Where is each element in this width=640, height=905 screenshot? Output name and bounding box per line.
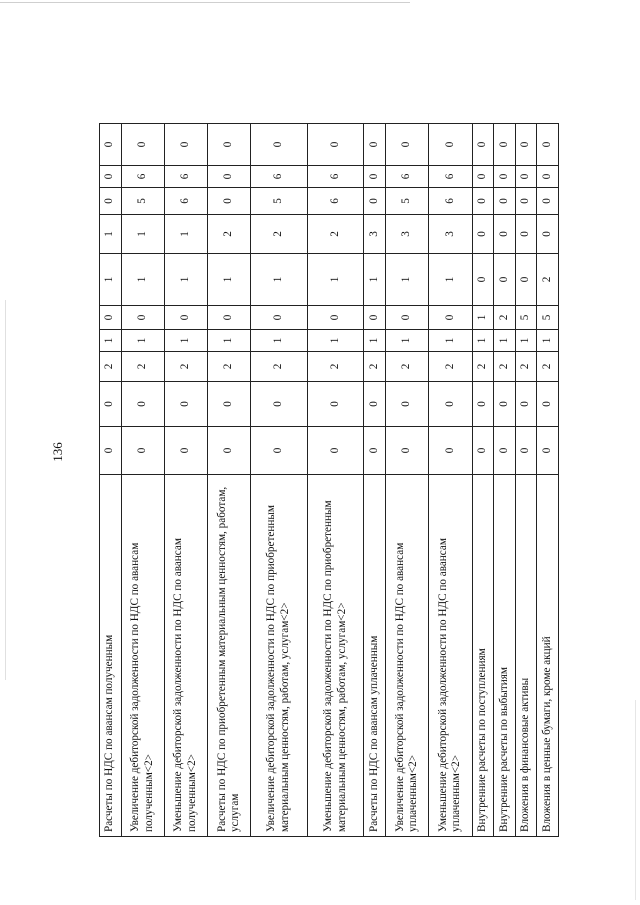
code-digit-cell: 6 (429, 188, 472, 215)
code-digit-cell: 1 (429, 254, 472, 306)
row-label: Расчеты по НДС по приобретенным материальным ценностям, работам, услугам (208, 475, 251, 837)
code-digit-cell: 6 (164, 166, 207, 188)
code-digit-cell: 0 (429, 124, 472, 166)
code-digit-cell: 0 (386, 124, 429, 166)
code-digit-cell: 1 (164, 254, 207, 306)
code-digit-cell: 0 (386, 306, 429, 330)
code-digit-cell: 5 (515, 306, 537, 330)
scan-edge-right (635, 700, 636, 900)
table-row (494, 124, 516, 837)
code-digit-cell: 0 (364, 124, 386, 166)
code-digit-cell: 0 (164, 382, 207, 427)
code-digit-cell: 2 (537, 254, 559, 306)
code-digit-cell: 2 (472, 352, 494, 382)
code-digit-cell: 0 (494, 427, 516, 475)
code-digit-cell: 2 (429, 352, 472, 382)
table-row (251, 124, 308, 837)
code-digit-cell: 0 (472, 215, 494, 254)
code-digit-cell: 2 (494, 352, 516, 382)
code-digit-cell: 6 (429, 166, 472, 188)
code-digit-cell: 5 (251, 188, 308, 215)
row-label: Увеличение дебиторской задолженности по НДС по авансам уплаченным<2> (386, 475, 429, 837)
code-digit-cell: 2 (208, 215, 251, 254)
row-label: Расчеты по НДС по авансам уплаченным (364, 475, 386, 837)
code-digit-cell: 0 (429, 382, 472, 427)
code-digit-cell: 0 (515, 215, 537, 254)
code-digit-cell: 0 (537, 382, 559, 427)
code-digit-cell: 0 (515, 382, 537, 427)
account-codes-table (99, 123, 559, 837)
code-digit-cell: 0 (537, 124, 559, 166)
table-row (364, 124, 386, 837)
code-digit-cell: 0 (100, 427, 122, 475)
code-digit-cell: 1 (121, 215, 164, 254)
code-digit-cell: 0 (537, 427, 559, 475)
code-digit-cell: 5 (121, 188, 164, 215)
code-digit-cell: 0 (515, 166, 537, 188)
code-digit-cell: 0 (208, 382, 251, 427)
scan-edge-left (5, 300, 6, 680)
row-label: Внутренние расчеты по выбытиям (494, 475, 516, 837)
code-digit-cell: 1 (472, 330, 494, 352)
table-row (121, 124, 164, 837)
code-digit-cell: 0 (537, 166, 559, 188)
code-digit-cell: 5 (386, 188, 429, 215)
row-label: Увеличение дебиторской задолженности по НДС по авансам полученным<2> (121, 475, 164, 837)
code-digit-cell: 0 (472, 188, 494, 215)
code-digit-cell: 2 (307, 352, 364, 382)
code-digit-cell: 1 (208, 330, 251, 352)
code-digit-cell: 0 (472, 254, 494, 306)
code-digit-cell: 1 (386, 254, 429, 306)
code-digit-cell: 6 (164, 188, 207, 215)
code-digit-cell: 0 (307, 124, 364, 166)
code-digit-cell: 0 (494, 382, 516, 427)
row-label: Уменьшение дебиторской задолженности по НДС по авансам полученным<2> (164, 475, 207, 837)
code-digit-cell: 6 (307, 166, 364, 188)
code-digit-cell: 0 (364, 166, 386, 188)
row-label: Уменьшение дебиторской задолженности по НДС по приобретенным материальным ценностям, работам, услугам<2> (307, 475, 364, 837)
code-digit-cell: 1 (429, 330, 472, 352)
code-digit-cell: 0 (208, 188, 251, 215)
table-row (208, 124, 251, 837)
code-digit-cell: 0 (121, 382, 164, 427)
code-digit-cell: 0 (307, 427, 364, 475)
code-digit-cell: 0 (494, 188, 516, 215)
code-digit-cell: 0 (472, 166, 494, 188)
code-digit-cell: 0 (364, 306, 386, 330)
code-digit-cell: 0 (307, 306, 364, 330)
table-row (307, 124, 364, 837)
code-digit-cell: 0 (121, 427, 164, 475)
code-digit-cell: 2 (251, 215, 308, 254)
code-digit-cell: 0 (100, 124, 122, 166)
code-digit-cell: 0 (494, 166, 516, 188)
code-digit-cell: 0 (364, 382, 386, 427)
table-body (100, 124, 559, 837)
code-digit-cell: 0 (429, 306, 472, 330)
code-digit-cell: 0 (208, 306, 251, 330)
code-digit-cell: 0 (251, 306, 308, 330)
row-label: Вложения в финансовые активы (515, 475, 537, 837)
row-label: Внутренние расчеты по поступлениям (472, 475, 494, 837)
code-digit-cell: 0 (208, 427, 251, 475)
code-digit-cell: 0 (121, 306, 164, 330)
code-digit-cell: 1 (164, 330, 207, 352)
code-digit-cell: 0 (494, 215, 516, 254)
code-digit-cell: 1 (100, 330, 122, 352)
code-digit-cell: 2 (164, 352, 207, 382)
code-digit-cell: 0 (537, 188, 559, 215)
code-digit-cell: 0 (494, 254, 516, 306)
code-digit-cell: 0 (100, 188, 122, 215)
code-digit-cell: 1 (364, 254, 386, 306)
scan-edge-top (0, 2, 410, 3)
table-row (164, 124, 207, 837)
code-digit-cell: 0 (208, 166, 251, 188)
code-digit-cell: 2 (386, 352, 429, 382)
code-digit-cell: 1 (515, 330, 537, 352)
code-digit-cell: 1 (164, 215, 207, 254)
code-digit-cell: 2 (515, 352, 537, 382)
code-digit-cell: 2 (121, 352, 164, 382)
code-digit-cell: 0 (208, 124, 251, 166)
table-row (537, 124, 559, 837)
code-digit-cell: 1 (208, 254, 251, 306)
code-digit-cell: 5 (537, 306, 559, 330)
code-digit-cell: 0 (472, 124, 494, 166)
code-digit-cell: 1 (307, 330, 364, 352)
code-digit-cell: 0 (364, 188, 386, 215)
code-digit-cell: 2 (364, 352, 386, 382)
code-digit-cell: 1 (386, 330, 429, 352)
code-digit-cell: 0 (515, 254, 537, 306)
code-digit-cell: 0 (251, 427, 308, 475)
table-row (515, 124, 537, 837)
table-row (100, 124, 122, 837)
row-label: Вложения в ценные бумаги, кроме акций (537, 475, 559, 837)
code-digit-cell: 0 (121, 124, 164, 166)
page-number-text: 136 (50, 442, 65, 462)
row-label: Увеличение дебиторской задолженности по НДС по приобретенным материальным ценностям, работам, услугам<2> (251, 475, 308, 837)
row-label: Расчеты по НДС по авансам полученным (100, 475, 122, 837)
code-digit-cell: 6 (251, 166, 308, 188)
code-digit-cell: 0 (164, 306, 207, 330)
code-digit-cell: 0 (100, 306, 122, 330)
code-digit-cell: 0 (515, 188, 537, 215)
code-digit-cell: 1 (472, 306, 494, 330)
table-row (386, 124, 429, 837)
code-digit-cell: 0 (515, 124, 537, 166)
code-digit-cell: 1 (121, 330, 164, 352)
code-digit-cell: 0 (251, 124, 308, 166)
code-digit-cell: 0 (472, 382, 494, 427)
code-digit-cell: 2 (251, 352, 308, 382)
code-digit-cell: 0 (307, 382, 364, 427)
code-digit-cell: 0 (472, 427, 494, 475)
code-digit-cell: 0 (494, 124, 516, 166)
code-digit-cell: 0 (537, 215, 559, 254)
row-label: Уменьшение дебиторской задолженности по НДС по авансам уплаченным<2> (429, 475, 472, 837)
code-digit-cell: 1 (100, 254, 122, 306)
code-digit-cell: 1 (100, 215, 122, 254)
code-digit-cell: 1 (251, 330, 308, 352)
code-digit-cell: 6 (386, 166, 429, 188)
code-digit-cell: 2 (208, 352, 251, 382)
code-digit-cell: 6 (307, 188, 364, 215)
code-digit-cell: 6 (121, 166, 164, 188)
code-digit-cell: 1 (537, 330, 559, 352)
code-digit-cell: 2 (100, 352, 122, 382)
code-digit-cell: 0 (164, 124, 207, 166)
code-digit-cell: 0 (429, 427, 472, 475)
code-digit-cell: 3 (364, 215, 386, 254)
code-digit-cell: 0 (251, 382, 308, 427)
code-digit-cell: 0 (164, 427, 207, 475)
code-digit-cell: 0 (386, 382, 429, 427)
table-row (472, 124, 494, 837)
code-digit-cell: 1 (121, 254, 164, 306)
code-digit-cell: 2 (537, 352, 559, 382)
code-digit-cell: 0 (100, 382, 122, 427)
code-digit-cell: 0 (364, 427, 386, 475)
code-digit-cell: 0 (100, 166, 122, 188)
code-digit-cell: 3 (386, 215, 429, 254)
code-digit-cell: 2 (494, 306, 516, 330)
code-digit-cell: 1 (494, 330, 516, 352)
code-digit-cell: 3 (429, 215, 472, 254)
code-digit-cell: 1 (307, 254, 364, 306)
table-row (429, 124, 472, 837)
code-digit-cell: 0 (386, 427, 429, 475)
code-digit-cell: 2 (307, 215, 364, 254)
code-digit-cell: 1 (251, 254, 308, 306)
code-digit-cell: 0 (515, 427, 537, 475)
code-digit-cell: 1 (364, 330, 386, 352)
